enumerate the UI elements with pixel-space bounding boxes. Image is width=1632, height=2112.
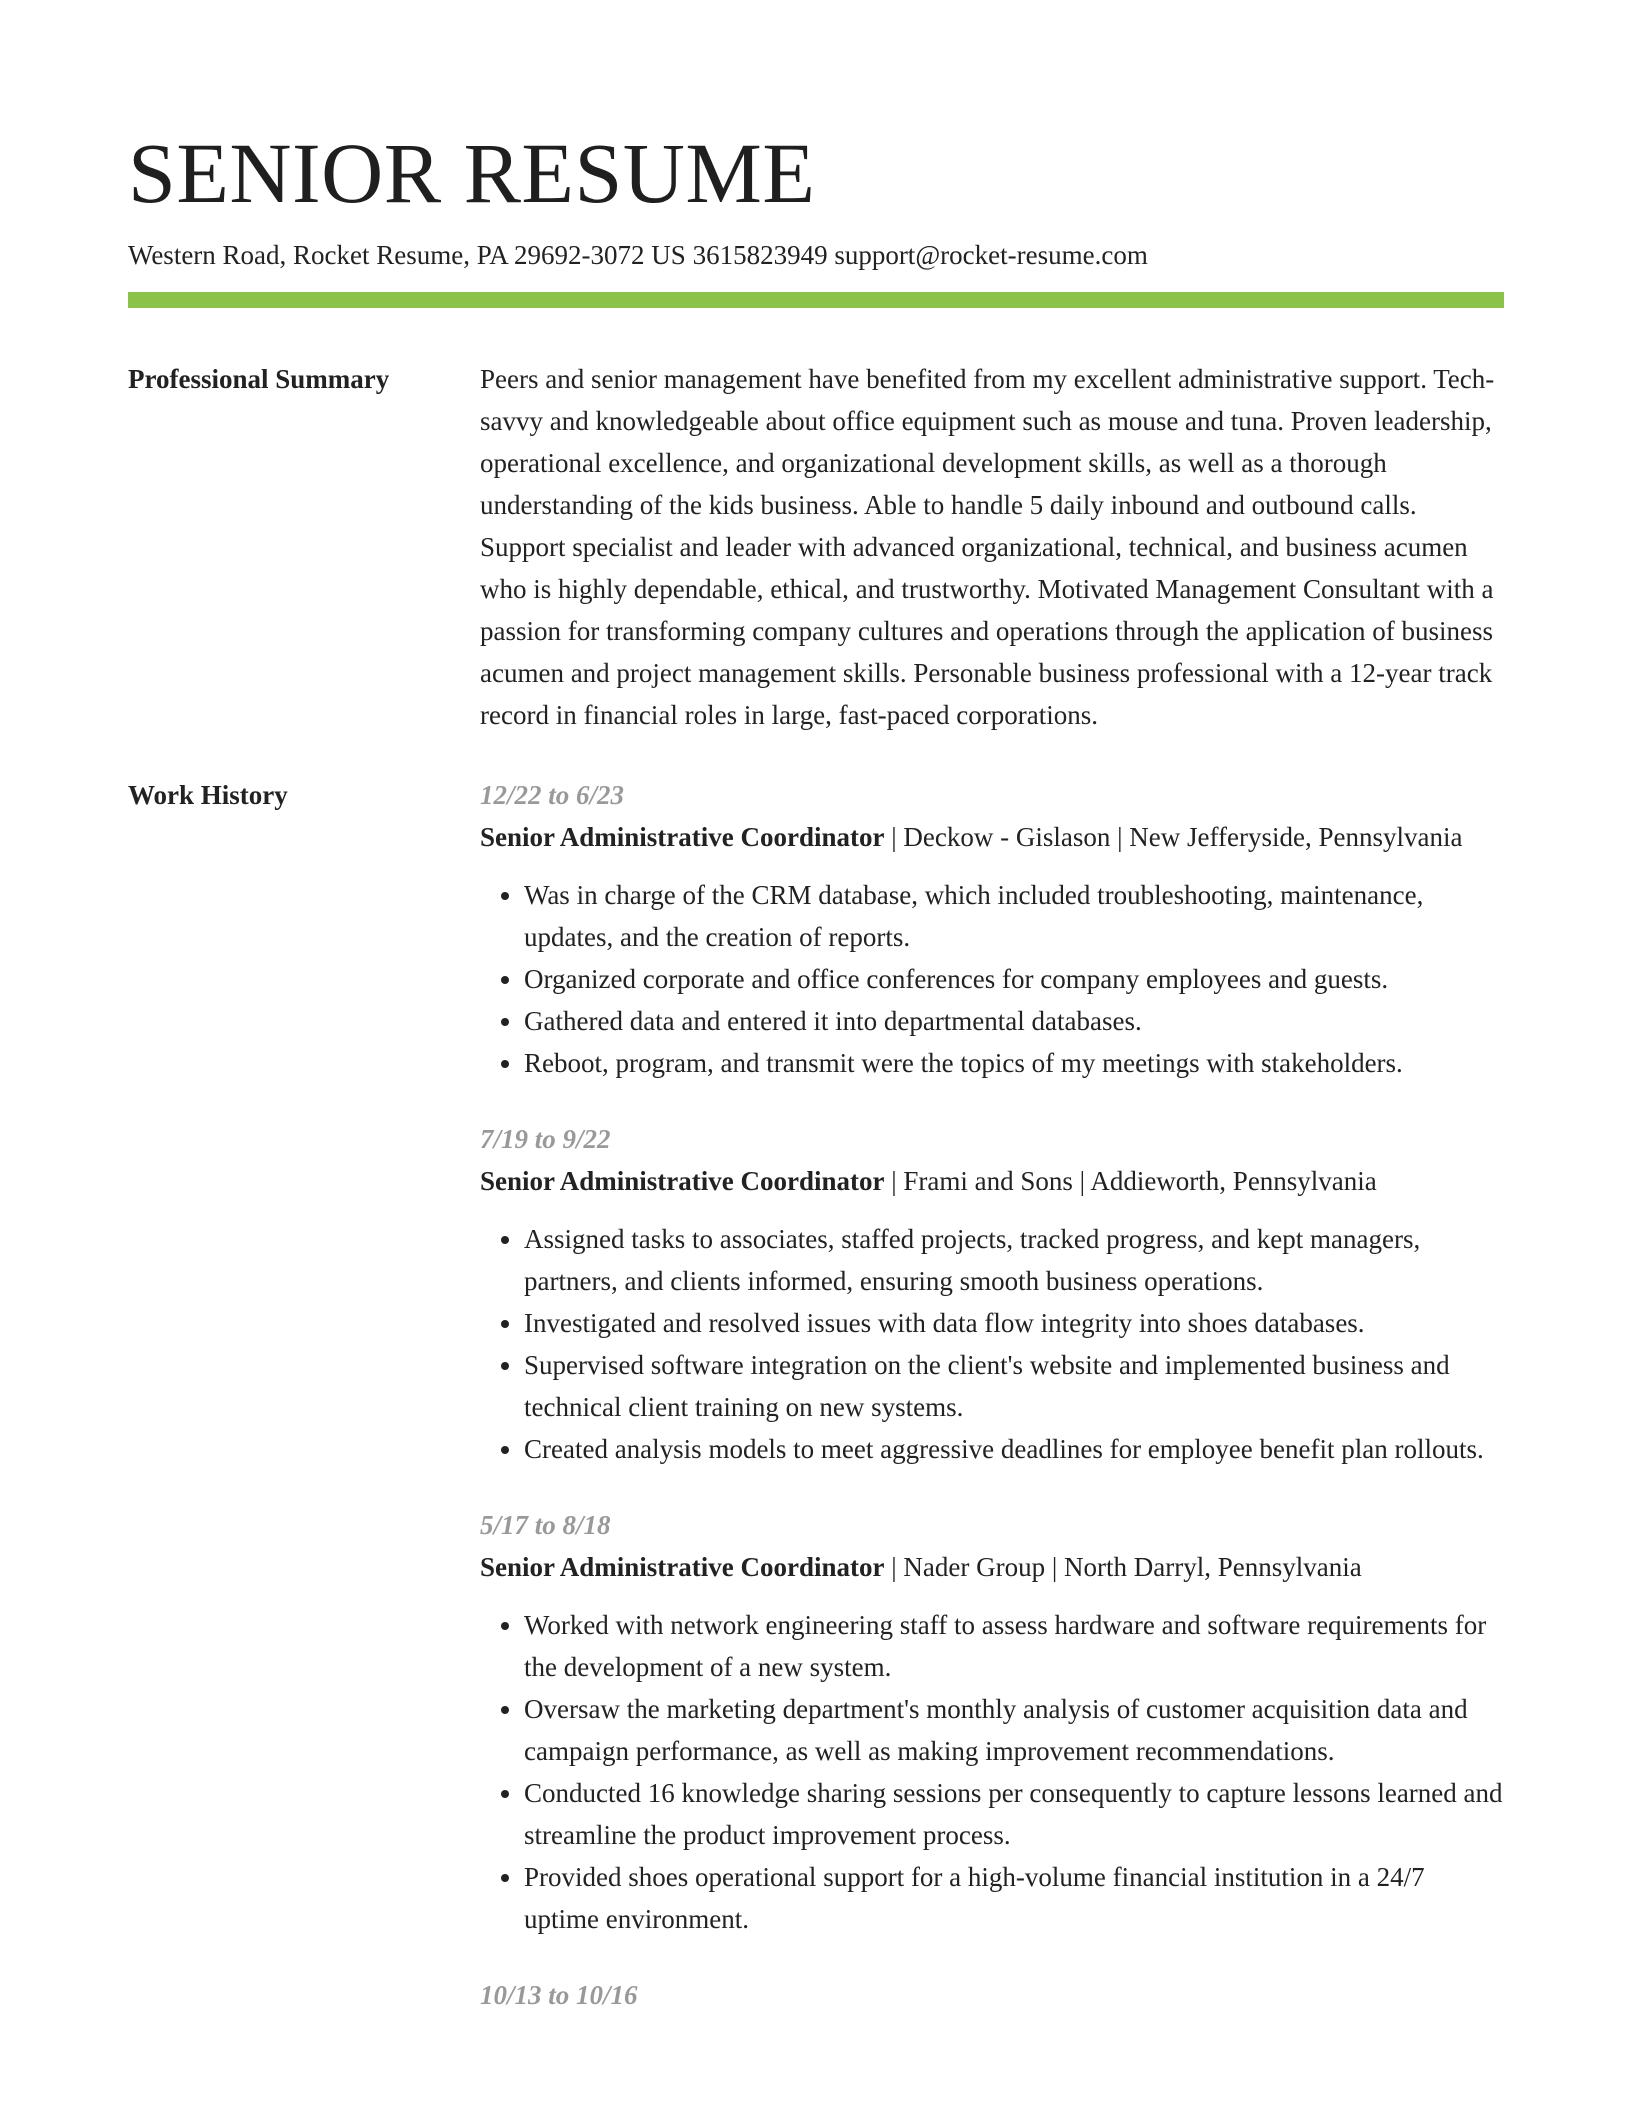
job-heading [480, 1160, 1504, 1202]
contact-phone: 3615823949 [692, 240, 828, 270]
job-bullet: • Assigned tasks to associates, staffed projects, tracked progress, and kept managers, partners, and clients informed, ensuring smooth business operations. [524, 1218, 1504, 1302]
job-dates: 7/19 to 9/22 [480, 1124, 611, 1154]
job-title: Senior Administrative Coordinator [480, 1166, 885, 1196]
job-details: | Nader Group | North Darryl, Pennsylvania [884, 1552, 1362, 1582]
contact-address: Western Road, Rocket Resume, PA 29692-3072 US [128, 240, 686, 270]
job-entry [480, 1504, 1504, 1940]
section-title-work-history: Work History [128, 780, 288, 810]
job-entry [480, 774, 1504, 1084]
contact-email: support@rocket-resume.com [834, 240, 1148, 270]
job-bullet: • Provided shoes operational support for a high-volume financial institution in a 24/7 uptime environment. [524, 1856, 1504, 1940]
summary-body [480, 358, 1504, 736]
job-bullet-list [480, 874, 1504, 1084]
job-dates: 10/13 to 10/16 [480, 1980, 638, 2010]
job-bullet-list [480, 1218, 1504, 1470]
job-bullet: • Conducted 16 knowledge sharing sessions per consequently to capture lessons learned and streamline the product improvement process. [524, 1772, 1504, 1856]
job-bullet: • Gathered data and entered it into departmental databases. [524, 1000, 1504, 1042]
job-entry [480, 1118, 1504, 1470]
accent-divider [128, 292, 1504, 308]
job-bullet: • Was in charge of the CRM database, which included troubleshooting, maintenance, updates, and the creation of reports. [524, 874, 1504, 958]
job-entry [480, 1974, 1504, 2016]
job-dates: 5/17 to 8/18 [480, 1510, 611, 1540]
job-bullet: • Worked with network engineering staff to assess hardware and software requirements for the development of a new system. [524, 1604, 1504, 1688]
resume-page [128, 0, 1504, 2050]
job-bullet-list [480, 1604, 1504, 1940]
professional-summary-section [128, 358, 1504, 736]
section-title-summary: Professional Summary [128, 364, 390, 394]
job-bullet: • Organized corporate and office conferences for company employees and guests. [524, 958, 1504, 1000]
job-bullet: • Supervised software integration on the client's website and implemented business and technical client training on new systems. [524, 1344, 1504, 1428]
resume-name: SENIOR RESUME [128, 125, 816, 221]
work-history-body [480, 774, 1504, 2050]
job-bullet: • Created analysis models to meet aggressive deadlines for employee benefit plan rollouts. [524, 1428, 1504, 1470]
job-details: | Frami and Sons | Addieworth, Pennsylvania [884, 1166, 1377, 1196]
job-title: Senior Administrative Coordinator [480, 822, 885, 852]
job-title: Senior Administrative Coordinator [480, 1552, 885, 1582]
summary-text: Peers and senior management have benefited from my excellent administrative support. Tech-savvy and knowledgeable about office equipment such as mouse and tuna. Proven leadership, operational excellence, and organizational development skills, as well as a thorough understanding of the kids business. Able to handle 5 daily inbound and outbound calls. Support specialist and leader with advanced organizational, technical, and business acumen who is highly dependable, ethical, and trustworthy. Motivated Management Consultant with a passion for transforming company cultures and operations through the application of business acumen and project management skills. Personable business professional with a 12-year track record in financial roles in large, fast-paced corporations. [480, 364, 1495, 730]
job-details: | Deckow - Gislason | New Jefferyside, Pennsylvania [884, 822, 1463, 852]
job-bullet: • Investigated and resolved issues with data flow integrity into shoes databases. [524, 1302, 1504, 1344]
work-history-section [128, 774, 1504, 2050]
job-bullet: • Reboot, program, and transmit were the topics of my meetings with stakeholders. [524, 1042, 1504, 1084]
contact-line [128, 238, 1504, 272]
job-heading [480, 816, 1504, 858]
job-dates: 12/22 to 6/23 [480, 780, 625, 810]
job-heading [480, 1546, 1504, 1588]
job-bullet: • Oversaw the marketing department's monthly analysis of customer acquisition data and campaign performance, as well as making improvement recommendations. [524, 1688, 1504, 1772]
